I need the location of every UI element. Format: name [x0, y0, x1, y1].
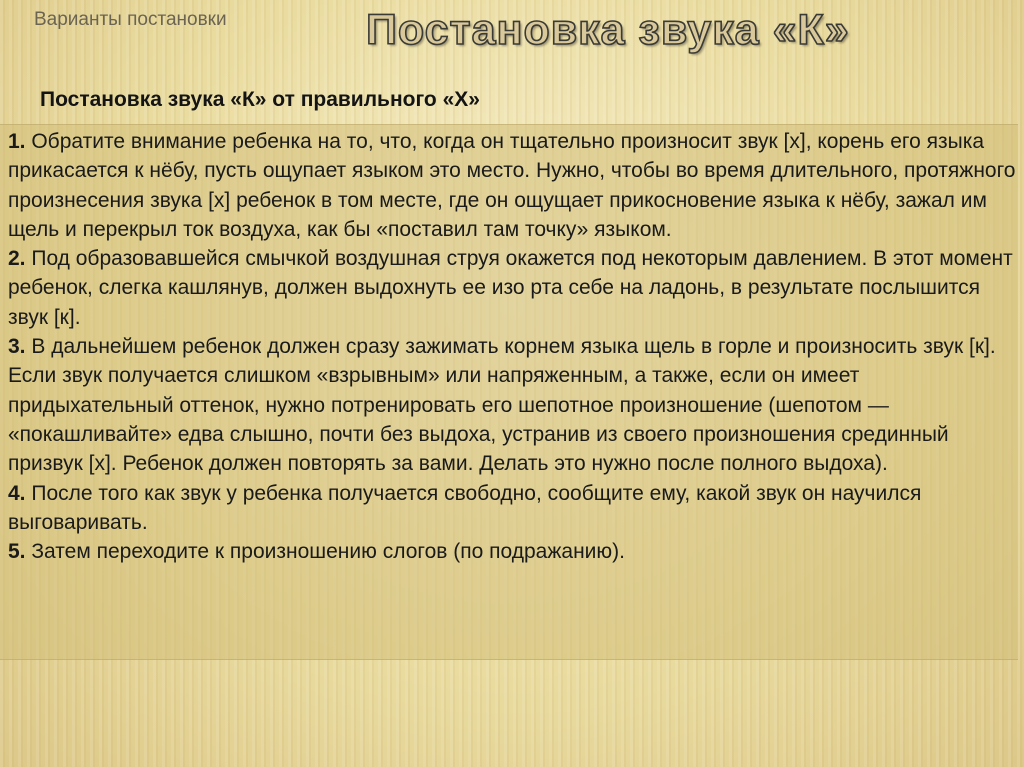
- step-text: После того как звук у ребенка получается свободно, сообщите ему, какой звук он научился выговаривать.: [8, 481, 922, 534]
- step-text: В дальнейшем ребенок должен сразу зажимать корнем языка щель в горле и произносить звук [к]. Если звук получается слишком «взрывным» или напряженным, а также, если он имеет придыхательный оттенок, нужно потренировать его шепотное произношение (шепотом — «покашливайте» едва слышно, почти без выдоха, устранив из своего произношения срединный призвук [х]. Ребенок должен повторять за вами. Делать это нужно после полного выдоха).: [8, 335, 996, 476]
- step-text: Под образовавшейся смычкой воздушная струя окажется под некоторым давлением. В этот момент ребенок, слегка кашлянув, должен выдохнуть ее изо рта себе на ладонь, в результате послышится звук [к].: [8, 247, 1013, 329]
- slide-title: Постановка звука «К»: [366, 6, 850, 54]
- step-item: [8, 479, 1016, 538]
- step-item: [8, 332, 1016, 478]
- steps-list: [8, 127, 1016, 566]
- step-number: 5.: [8, 540, 26, 564]
- step-item: [8, 127, 1016, 244]
- step-text: Обратите внимание ребенка на то, что, когда он тщательно произносит звук [х], корень его языка прикасается к нёбу, пусть ощупает языком это место. Нужно, чтобы во время длительного, протяжного произнесения звука [х] ребенок в том месте, где он ощущает прикосновение языка к нёбу, зажал им щель и перекрыл ток воздуха, как бы «поставил там точку» языком.: [8, 130, 1016, 241]
- slide-subtitle: Постановка звука «К» от правильного «Х»: [40, 88, 480, 111]
- step-number: 4.: [8, 481, 26, 505]
- step-number: 3.: [8, 335, 26, 359]
- step-number: 2.: [8, 247, 26, 271]
- step-item: [8, 537, 1016, 566]
- step-text: Затем переходите к произношению слогов (по подражанию).: [25, 540, 625, 564]
- section-label: Варианты постановки: [34, 9, 227, 30]
- step-item: [8, 244, 1016, 332]
- step-number: 1.: [8, 130, 26, 153]
